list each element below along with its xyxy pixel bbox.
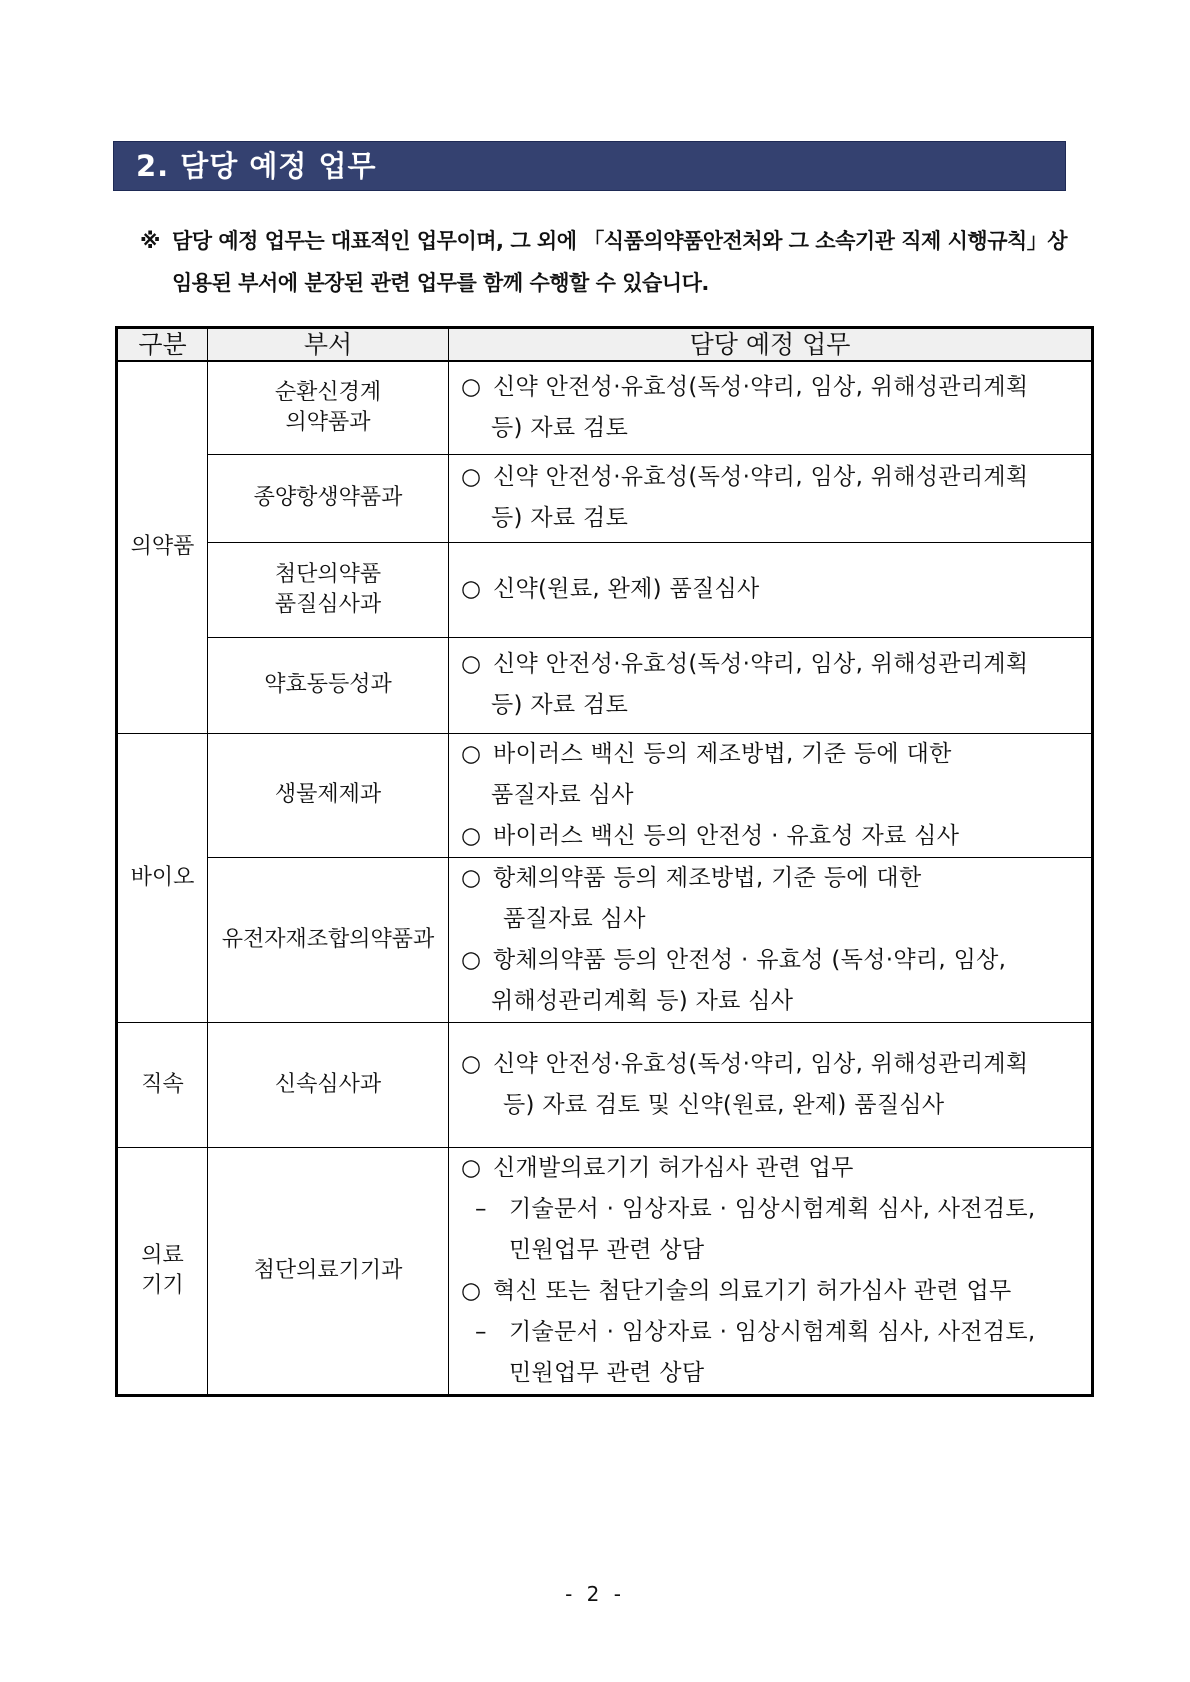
circle-bullet-icon: ○ [461, 373, 482, 400]
duty-cell: ○ 신약 안전성·유효성(독성·약리, 임상, 위해성관리계획 등) 자료 검토 [449, 454, 1093, 542]
notice-line-2: 임용된 부서에 분장된 관련 업무를 함께 수행할 수 있습니다. [172, 271, 709, 295]
duty-cell: ○ 신약 안전성·유효성(독성·약리, 임상, 위해성관리계획 등) 자료 검토 [449, 637, 1093, 733]
duty-cell: ○ 바이러스 백신 등의 제조방법, 기준 등에 대한 품질자료 심사 ○ 바이러스 백신 등의 안전성 · 유효성 자료 심사 [449, 733, 1093, 857]
circle-bullet-icon: ○ [461, 576, 482, 602]
category-direct: 직속 [117, 1022, 208, 1147]
circle-bullet-icon: ○ [461, 740, 482, 767]
circle-bullet-icon: ○ [461, 1154, 482, 1181]
duty-cell: ○ 신약 안전성·유효성(독성·약리, 임상, 위해성관리계획 등) 자료 검토 [449, 361, 1093, 454]
page-number: - 2 - [565, 1582, 625, 1606]
department-cell: 종양항생약품과 [208, 454, 449, 542]
table-row [117, 1147, 1093, 1395]
duty-item: ○ 신약(원료, 완제) 품질심사 [461, 569, 1081, 610]
table-row [117, 361, 1093, 454]
duty-item: ○ 혁신 또는 첨단기술의 의료기기 허가심사 관련 업무 [461, 1271, 1081, 1312]
dash-bullet-icon: – [475, 1318, 487, 1345]
duty-subitem: – 기술문서 · 임상자료 · 임상시험계획 심사, 사전검토, [461, 1312, 1081, 1353]
table-row [117, 1022, 1093, 1147]
department-cell: 첨단의료기기과 [208, 1147, 449, 1395]
circle-bullet-icon: ○ [461, 464, 482, 490]
duty-item: ○ 신개발의료기기 허가심사 관련 업무 [461, 1148, 1081, 1189]
department-cell: 약효동등성과 [208, 637, 449, 733]
circle-bullet-icon: ○ [461, 864, 482, 891]
duty-item: ○ 항체의약품 등의 안전성 · 유효성 (독성·약리, 임상, [461, 940, 1081, 981]
duty-cell: ○ 신개발의료기기 허가심사 관련 업무 – 기술문서 · 임상자료 · 임상시험계획 심사, 사전검토, 민원업무 관련 상담 ○ 혁신 또는 첨단기술의 의료기기 허가심사 관련 업무 – 기술문서 · 임상자료 · 임상시험계획 심사, 사전검토, 민원업무 관련 상담 [449, 1147, 1093, 1395]
table-row [117, 454, 1093, 542]
duty-cell [449, 542, 1093, 637]
circle-bullet-icon: ○ [461, 1277, 482, 1304]
department-cell: 순환신경계 의약품과 [208, 361, 449, 454]
duty-item: ○ 신약 안전성·유효성(독성·약리, 임상, 위해성관리계획 [461, 457, 1081, 498]
department-cell: 신속심사과 [208, 1022, 449, 1147]
duty-item: ○ 신약 안전성·유효성(독성·약리, 임상, 위해성관리계획 [461, 367, 1081, 408]
duty-item: ○ 신약 안전성·유효성(독성·약리, 임상, 위해성관리계획 [461, 644, 1081, 685]
table-row [117, 637, 1093, 733]
table-row [117, 542, 1093, 637]
circle-bullet-icon: ○ [461, 1050, 482, 1077]
notice-line-1: ※ 담당 예정 업무는 대표적인 업무이며, 그 외에 「식품의약품안전처와 그 소속기관 직제 시행규칙」상 [140, 220, 1090, 262]
department-cell: 첨단의약품 품질심사과 [208, 542, 449, 637]
duty-item: ○ 신약 안전성·유효성(독성·약리, 임상, 위해성관리계획 [461, 1044, 1081, 1085]
duty-cell: ○ 항체의약품 등의 제조방법, 기준 등에 대한 품질자료 심사 ○ 항체의약품 등의 안전성 · 유효성 (독성·약리, 임상, 위해성관리계획 등) 자료 심사 [449, 857, 1093, 1022]
category-bio: 바이오 [117, 733, 208, 1022]
duty-subitem: – 기술문서 · 임상자료 · 임상시험계획 심사, 사전검토, [461, 1189, 1081, 1230]
circle-bullet-icon: ○ [461, 651, 482, 677]
duty-item: ○ 바이러스 백신 등의 제조방법, 기준 등에 대한 [461, 734, 1081, 775]
table-row [117, 857, 1093, 1022]
table-header-row [117, 328, 1093, 362]
reference-mark-icon: ※ [140, 229, 160, 253]
duty-cell: ○ 신약 안전성·유효성(독성·약리, 임상, 위해성관리계획 등) 자료 검토 및 신약(원료, 완제) 품질심사 [449, 1022, 1093, 1147]
duties-table [115, 326, 1094, 1397]
section-title: 2. 담당 예정 업무 [113, 141, 1066, 191]
circle-bullet-icon: ○ [461, 946, 482, 973]
table-row [117, 733, 1093, 857]
duty-item: ○ 바이러스 백신 등의 안전성 · 유효성 자료 심사 [461, 816, 1081, 857]
duty-item: ○ 항체의약품 등의 제조방법, 기준 등에 대한 [461, 858, 1081, 899]
category-medicine: 의약품 [117, 361, 208, 733]
department-cell: 유전자재조합의약품과 [208, 857, 449, 1022]
notice-text [140, 220, 1090, 304]
category-medical-device: 의료 기기 [117, 1147, 208, 1395]
circle-bullet-icon: ○ [461, 822, 482, 849]
header-duties: 담당 예정 업무 [449, 328, 1093, 362]
dash-bullet-icon: – [475, 1195, 487, 1222]
department-cell: 생물제제과 [208, 733, 449, 857]
header-department: 부서 [208, 328, 449, 362]
header-category: 구분 [117, 328, 208, 362]
